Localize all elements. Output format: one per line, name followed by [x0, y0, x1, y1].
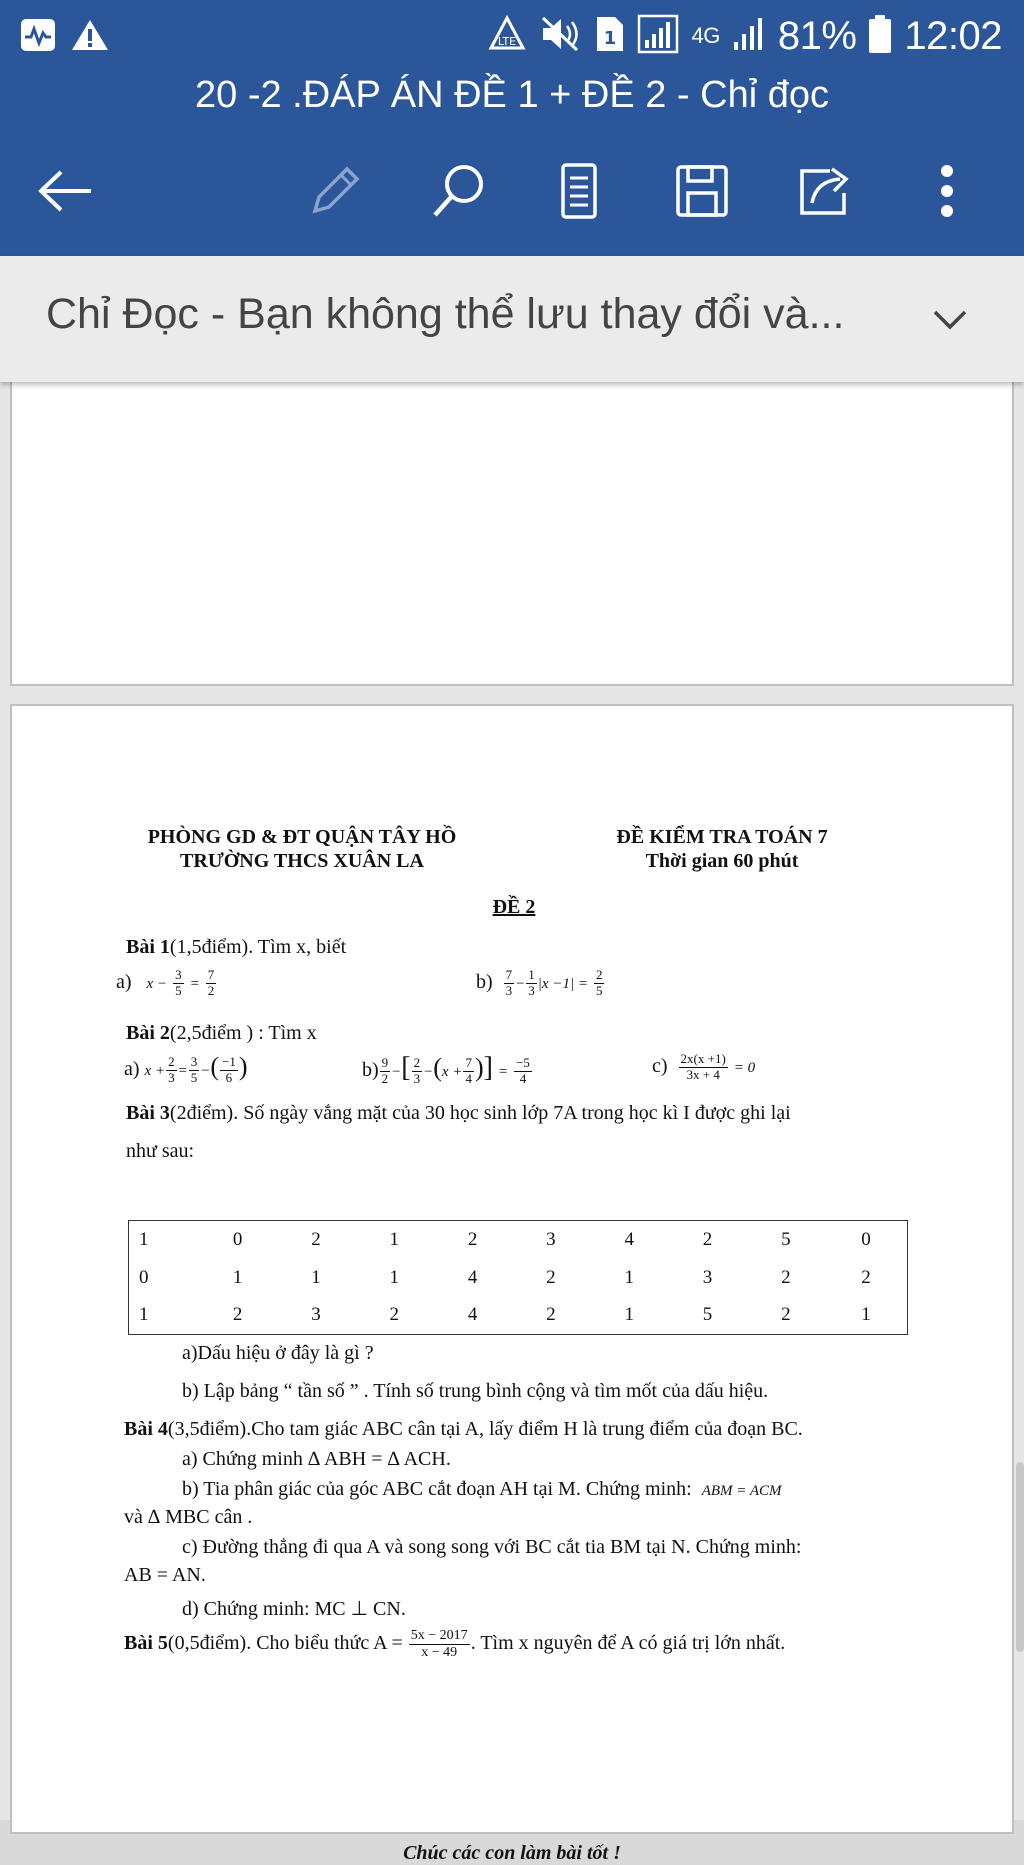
exam-variant: ĐỀ 2: [492, 896, 536, 918]
department-name: PHÒNG GD & ĐT QUẬN TÂY HỒ: [147, 826, 457, 848]
svg-text:LTE: LTE: [498, 35, 517, 48]
more-options-button[interactable]: [912, 156, 982, 226]
bai2-heading: Bài 2(2,5điểm ) : Tìm x: [126, 1022, 317, 1044]
network-type: 4G: [691, 23, 720, 48]
bai2-part-c: c) $\frac{2x(x +1)}{3x + 4}$ = 0: [652, 1051, 756, 1082]
battery-percent: 81%: [777, 13, 857, 58]
document-view[interactable]: [0, 382, 1024, 1864]
table-cell: 2: [546, 1266, 556, 1288]
table-cell: 3: [311, 1304, 321, 1326]
back-button[interactable]: [30, 156, 100, 226]
battery-icon: [868, 14, 892, 58]
warning-icon: [70, 16, 110, 54]
reading-view-icon: [559, 162, 599, 220]
table-row: [129, 1297, 908, 1335]
back-arrow-icon: [37, 169, 93, 213]
bai4-heading: Bài 4(3,5điểm).Cho tam giác ABC cân tại A, lấy điểm H là trung điểm của đoạn BC.: [124, 1418, 803, 1440]
clock: 12:02: [904, 13, 1002, 58]
table-cell: 4: [467, 1266, 478, 1288]
search-button[interactable]: [424, 156, 494, 226]
bai1-part-a: a) x − $\frac{3}{5}$ = $\frac{7}{2}$: [116, 967, 215, 998]
table-cell: 2: [232, 1304, 243, 1326]
save-icon: [674, 163, 730, 219]
chevron-down-icon: [932, 309, 968, 331]
table-cell: 3: [702, 1266, 713, 1288]
bai2-part-a: a) x + $\frac{2}{3}$ = $\frac{3}{5}$ −( $\frac{-1}{6}$ ): [124, 1052, 248, 1085]
bai4-part-b-cont: và ∆ MBC cân .: [124, 1506, 253, 1528]
table-cell: 0: [232, 1228, 243, 1250]
bai4-part-a: a) Chứng minh ∆ ABH = ∆ ACH.: [182, 1448, 451, 1470]
bai3-question-b: b) Lập bảng “ tần số ” . Tính số trung bình cộng và tìm mốt của dấu hiệu.: [182, 1380, 769, 1402]
table-cell: 3: [546, 1228, 556, 1250]
closing-message: Chúc các con làm bài tốt !: [403, 1842, 621, 1864]
bai2-part-b: b) $\frac{9}{2}$ −[ $\frac{2}{3}$ −(x + $\frac{7}{4}$ )] = $\frac{-5}{4}$: [362, 1052, 530, 1086]
table-cell: 2: [467, 1228, 478, 1250]
table-cell: 0: [139, 1266, 149, 1288]
bai4-part-d: d) Chứng minh: MC ⊥ CN.: [182, 1598, 406, 1620]
table-cell: 2: [311, 1228, 321, 1250]
bai4-part-b: b) Tia phân giác của góc ABC cắt đoạn AH tại M. Chứng minh: ABM = ACM: [182, 1478, 782, 1500]
absence-data-table: [128, 1220, 908, 1335]
table-row: [129, 1259, 908, 1297]
table-cell: 5: [702, 1304, 713, 1326]
signal-strength-icon: [732, 16, 766, 56]
toolbar: [0, 150, 1024, 230]
scrollbar-thumb[interactable]: [1016, 1462, 1024, 1652]
bai3-question-a: a)Dấu hiệu ở đây là gì ?: [182, 1342, 374, 1364]
table-cell: 1: [311, 1266, 321, 1288]
document-title: 20 -2 .ĐÁP ÁN ĐỀ 1 + ĐỀ 2 - Chỉ đọc: [195, 74, 829, 116]
bai5-heading: Bài 5(0,5điểm). Cho biểu thức A = $\frac{5x - 2017}{x - 49}$ . Tìm x nguyên để A có giá trị lớn nhất.: [124, 1628, 786, 1661]
table-cell: 0: [861, 1228, 871, 1250]
table-cell: 1: [139, 1228, 149, 1250]
sim-icon: [595, 15, 625, 57]
status-bar: [0, 0, 1024, 72]
activity-notification-icon: [18, 16, 58, 54]
bai4-part-c-cont: AB = AN.: [124, 1564, 206, 1586]
table-cell: 1: [389, 1266, 400, 1288]
table-cell: 1: [389, 1228, 400, 1250]
search-icon: [430, 162, 488, 220]
exam-title: ĐỀ KIỂM TRA TOÁN 7: [616, 826, 828, 848]
bai4-part-c: c) Đường thẳng đi qua A và song song với BC cắt tia BM tại N. Chứng minh:: [182, 1536, 802, 1558]
table-cell: 1: [139, 1304, 149, 1326]
table-cell: 1: [624, 1304, 634, 1326]
table-cell: 1: [861, 1304, 871, 1326]
table-cell: 2: [546, 1304, 556, 1326]
data-saver-icon: [487, 14, 527, 58]
save-button[interactable]: [667, 156, 737, 226]
table-cell: 4: [624, 1228, 634, 1250]
table-cell: 5: [781, 1228, 791, 1250]
readonly-banner[interactable]: [0, 256, 1024, 382]
table-cell: 2: [702, 1228, 713, 1250]
table-cell: 1: [232, 1266, 243, 1288]
bai1-part-b: b) $\frac{7}{3}$ − $\frac{1}{3}$ |x −1| = $\frac{2}{5}$: [476, 967, 603, 998]
table-row: [129, 1221, 908, 1259]
bai1-heading: Bài 1(1,5điểm). Tìm x, biết: [126, 936, 347, 958]
bai3-heading: Bài 3(2điểm). Số ngày vắng mặt của 30 học sinh lớp 7A trong học kì I được ghi lại: [126, 1102, 791, 1124]
edit-button[interactable]: [300, 156, 370, 226]
more-icon: [937, 163, 957, 219]
pencil-icon: [307, 163, 363, 219]
signal-icon: [637, 14, 679, 58]
table-cell: 2: [781, 1304, 791, 1326]
exam-duration: Thời gian 60 phút: [645, 850, 799, 872]
readonly-banner-text: Chỉ Đọc - Bạn không thể lưu thay đổi và...: [46, 290, 845, 338]
mute-icon: [539, 14, 583, 58]
share-button[interactable]: [790, 156, 860, 226]
table-cell: 4: [467, 1304, 478, 1326]
page-1: [10, 372, 1014, 686]
table-cell: 2: [861, 1266, 871, 1288]
table-cell: 2: [781, 1266, 791, 1288]
table-cell: 1: [624, 1266, 634, 1288]
school-name: TRƯỜNG THCS XUÂN LA: [180, 850, 424, 872]
svg-text:1: 1: [604, 28, 617, 49]
expand-banner-button[interactable]: [922, 292, 978, 348]
app-bar: [0, 0, 1024, 256]
table-cell: 2: [389, 1304, 400, 1326]
bai3-heading-cont: như sau:: [126, 1140, 195, 1162]
reading-view-button[interactable]: [544, 156, 614, 226]
share-icon: [796, 163, 854, 219]
